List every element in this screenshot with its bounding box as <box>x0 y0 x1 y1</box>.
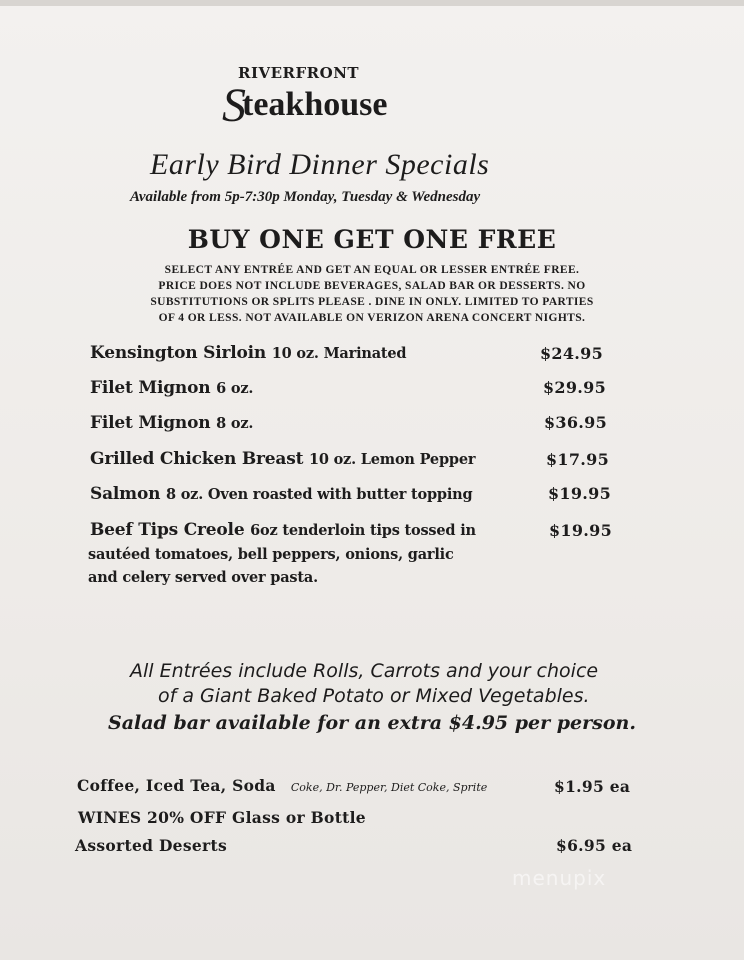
beverages-price: $1.95 ea <box>554 777 631 796</box>
availability: Available from 5p-7:30p Monday, Tuesday & Wednesday <box>130 189 481 205</box>
desserts-label: Assorted Deserts <box>75 836 227 855</box>
menu-item <box>90 343 406 363</box>
menu-item-detail: 6 oz. <box>216 380 254 397</box>
fine-print-line: PRICE DOES NOT INCLUDE BEVERAGES, SALAD BAR OR DESSERTS. NO <box>158 280 586 292</box>
menu-item-price: $19.95 <box>548 484 612 503</box>
page-title: Early Bird Dinner Specials <box>150 148 490 181</box>
beverages-label: Coffee, Iced Tea, Soda <box>77 776 276 795</box>
brand-top-line: RIVERFRONT <box>238 64 360 82</box>
brand-cap: S <box>222 79 246 132</box>
menu-item-price: $24.95 <box>540 344 604 363</box>
menu-item <box>90 484 472 504</box>
menu-item-detail: 8 oz. Oven roasted with butter topping <box>165 486 473 503</box>
menu-item-price: $19.95 <box>549 521 613 540</box>
promo-headline: BUY ONE GET ONE FREE <box>187 225 557 254</box>
menu-item-price: $36.95 <box>544 413 608 432</box>
menu-item-detail-line: and celery served over pasta. <box>88 569 318 586</box>
menu-item-price: $29.95 <box>543 378 607 397</box>
desserts-price: $6.95 ea <box>556 836 633 855</box>
wines-offer: WINES 20% OFF Glass or Bottle <box>78 808 366 827</box>
brand-rest: teakhouse <box>242 86 388 123</box>
beverages-row <box>77 776 487 795</box>
menu-item-detail: 10 oz. Marinated <box>271 345 407 362</box>
menu-item-name: Filet Mignon <box>90 413 211 433</box>
beverages-detail: Coke, Dr. Pepper, Diet Coke, Sprite <box>290 781 488 794</box>
menu-item <box>90 449 475 469</box>
fine-print-line: SUBSTITUTIONS OR SPLITS PLEASE . DINE IN ONLY. LIMITED TO PARTIES <box>150 296 594 308</box>
menu-item-name: Filet Mignon <box>90 378 211 398</box>
menu-item-name: Kensington Sirloin <box>90 343 267 363</box>
menu-item <box>90 413 253 433</box>
menu-item-name: Grilled Chicken Breast <box>90 449 304 469</box>
fine-print-line: SELECT ANY ENTRÉE AND GET AN EQUAL OR LESSER ENTRÉE FREE. <box>164 264 580 276</box>
menu-item-name: Salmon <box>90 484 161 504</box>
menu-item-detail: 8 oz. <box>216 415 254 432</box>
includes-note: All Entrées include Rolls, Carrots and your choice <box>130 660 599 682</box>
brand-logo <box>222 78 387 133</box>
includes-note: of a Giant Baked Potato or Mixed Vegetables. <box>158 685 590 707</box>
top-edge <box>0 0 744 6</box>
menu-item <box>90 378 253 398</box>
menu-item-price: $17.95 <box>546 450 610 469</box>
menu-item-name: Beef Tips Creole <box>90 520 245 540</box>
fine-print-line: OF 4 OR LESS. NOT AVAILABLE ON VERIZON ARENA CONCERT NIGHTS. <box>158 312 586 324</box>
menu-item-detail-line: sautéed tomatoes, bell peppers, onions, garlic <box>88 546 454 563</box>
menu-item <box>90 520 476 540</box>
salad-bar-note: Salad bar available for an extra $4.95 per person. <box>108 712 636 734</box>
menu-item-detail: 6oz tenderloin tips tossed in <box>250 522 476 539</box>
menu-item-detail: 10 oz. Lemon Pepper <box>308 451 476 468</box>
watermark: menupix <box>512 866 607 890</box>
